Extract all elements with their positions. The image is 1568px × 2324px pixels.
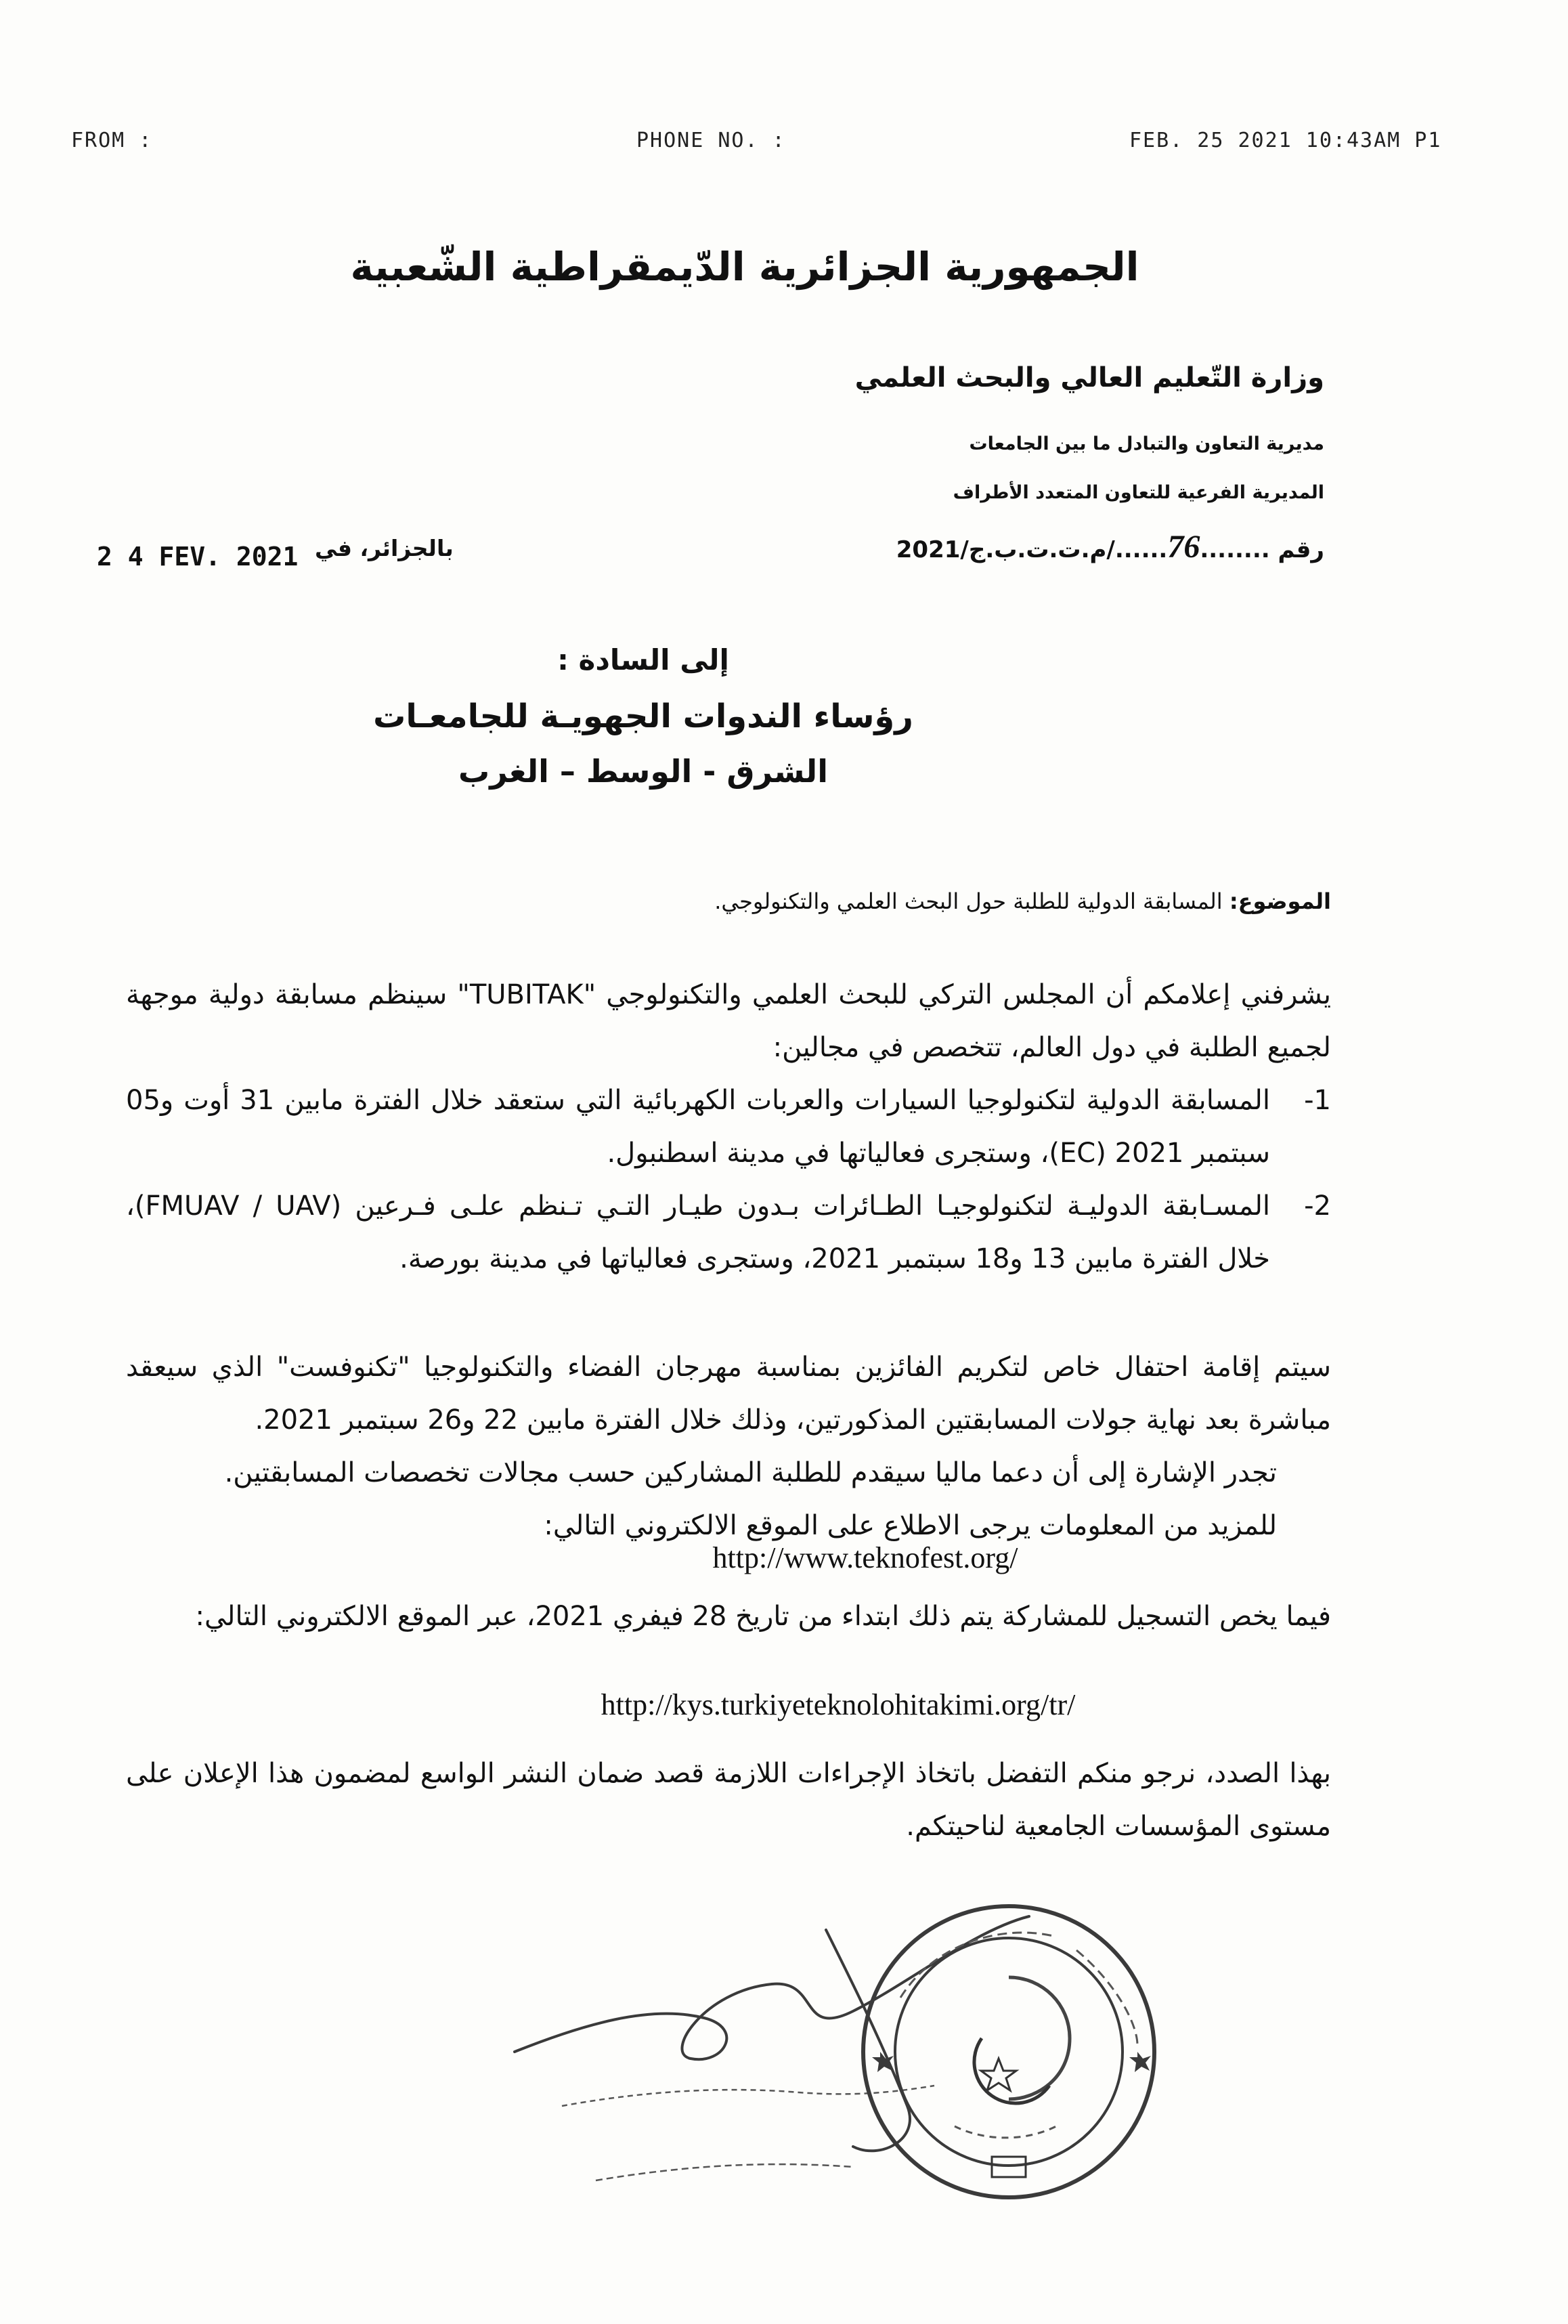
body-paragraph-1: يشرفني إعلامكم أن المجلس التركي للبحث العلمي والتكنولوجي "TUBITAK" سينظم مسابقة دولية موجهة لجميع الطلبة في دول العالم، تتخصص في مجالين:: [126, 979, 1331, 1063]
fax-phone: PHONE NO. :: [636, 129, 786, 152]
ref-suffix: ....../م.ت.ت.ب.ج/2021: [896, 536, 1168, 563]
ceremony-text: سيتم إقامة احتفال خاص لتكريم الفائزين بمناسبة مهرجان الفضاء والتكنولوجيا "تكنوفست" الذي سيعقد مباشرة بعد نهاية جولات المسابقتين المذكورتين، وذلك خلال الفترة مابين 22 و26 سبتمبر 2021.: [126, 1352, 1331, 1436]
ref-prefix: رقم ........: [1200, 536, 1324, 563]
ministry-name: وزارة التّعليم العالي والبحث العلمي: [854, 362, 1324, 393]
subdirectorate-name: المديرية الفرعية للتعاون المتعدد الأطراف: [953, 482, 1324, 503]
list-item-text: المسابقة الدولية لتكنولوجيا السيارات والعربات الكهربائية التي ستعقد خلال الفترة مابين 31 أوت و05 سبتمبر 2021 (EC)، وستجرى فعالياتها في مدينة اسطنبول.: [126, 1085, 1270, 1169]
body-paragraph-2: [126, 1341, 1331, 1552]
ref-number: 76: [1167, 529, 1200, 565]
subject-line: [315, 888, 1331, 914]
body-paragraph-3: فيما يخص التسجيل للمشاركة يتم ذلك ابتداء من تاريخ 28 فيفري 2021، عبر الموقع الالكتروني التالي:: [195, 1601, 1331, 1632]
list-item-number: 1-: [1304, 1085, 1331, 1116]
info-text: للمزيد من المعلومات يرجى الاطلاع على الموقع الالكتروني التالي:: [544, 1510, 1277, 1541]
url-registration[interactable]: http://kys.turkiyeteknolohitakimi.org/tr/: [601, 1688, 1076, 1721]
fax-from: FROM :: [71, 129, 153, 152]
recipient-line-1: إلى السادة :: [557, 643, 729, 676]
official-stamp: [853, 1896, 1164, 2208]
recipient-line-3: الشرق - الوسط – الغرب: [458, 753, 828, 790]
date-stamp: 2 4 FEV. 2021: [97, 542, 299, 572]
directorate-name: مديرية التعاون والتبادل ما بين الجامعات: [969, 433, 1324, 454]
body-paragraph-4: بهذا الصدد، نرجو منكم التفضل باتخاذ الإجراءات اللازمة قصد ضمان النشر الواسع لمضمون هذا الإعلان على مستوى المؤسسات الجامعية لناحيتكم.: [126, 1758, 1331, 1842]
list-item-text: المسـابقة الدوليـة لتكنولوجيـا الطـائرات بـدون طيـار التـي تـنظم علـى فـرعين (FMUAV / UAV)، خلال الفترة مابين 13 و18 سبتمبر 2021، وستجرى فعالياتها في مدينة بورصة.: [126, 1190, 1270, 1274]
subject-text: المسابقة الدولية للطلبة حول البحث العلمي والتكنولوجي.: [714, 888, 1223, 914]
fax-datetime: FEB. 25 2021 10:43AM P1: [1129, 129, 1442, 152]
subject-label: الموضوع:: [1229, 888, 1331, 914]
recipient-line-2: رؤساء الندوات الجهويـة للجامعـات: [373, 697, 913, 735]
list-item: [126, 1074, 1331, 1180]
list-item-number: 2-: [1304, 1190, 1331, 1222]
support-text: تجدر الإشارة إلى أن دعما ماليا سيقدم للطلبة المشاركين حسب مجالات تخصصات المسابقتين.: [224, 1457, 1277, 1488]
url-teknofest[interactable]: http://www.teknofest.org/: [712, 1541, 1018, 1574]
place-label: بالجزائر، في: [315, 535, 454, 561]
list-item: [126, 1180, 1331, 1285]
republic-title: الجمهورية الجزائرية الدّيمقراطية الشّعبية: [350, 244, 1139, 290]
reference-number: [896, 528, 1324, 565]
